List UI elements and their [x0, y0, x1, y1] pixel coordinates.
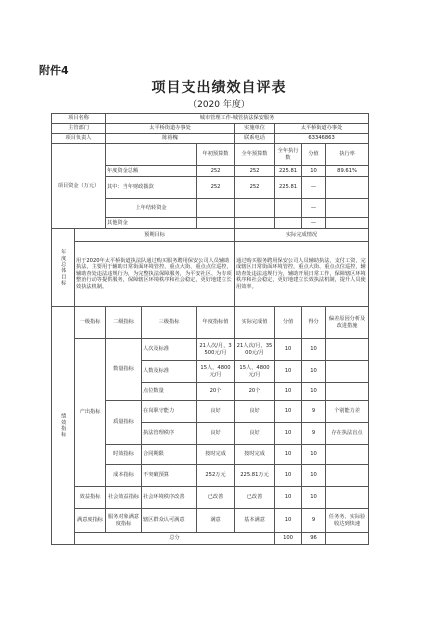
indicator-got: 10 — [302, 445, 326, 465]
indicator-target: 252万元 — [197, 465, 235, 487]
indicator-note — [326, 383, 369, 401]
indicator-score: 10 — [275, 339, 302, 361]
indicator-got: 9 — [302, 423, 326, 445]
indicator-got: 10 — [302, 487, 326, 509]
funds-cell: — — [302, 177, 326, 199]
indicator-target: 良好 — [197, 401, 235, 423]
indicator-note — [326, 445, 369, 465]
indicator-got: 10 — [302, 383, 326, 401]
funds-cell: 252 — [197, 177, 235, 199]
indicator-actual: 15人，4800元/月 — [235, 361, 275, 383]
planned-goal-header: 预期目标 — [75, 229, 235, 242]
indicator-target: 15人，4800元/月 — [197, 361, 235, 383]
indicator-note — [326, 361, 369, 383]
goals-row — [52, 242, 369, 307]
row-owner — [52, 134, 369, 144]
indicator-header: 分值 — [275, 307, 302, 339]
actual-goal-header: 实际完成情况 — [235, 229, 369, 242]
funds-row-label: 其中：当年财政拨款 — [106, 177, 197, 199]
evaluation-table — [51, 113, 369, 545]
indicator-actual: 已改善 — [235, 487, 275, 509]
total-label: 总分 — [75, 533, 275, 545]
funds-row-label: 其他资金 — [106, 218, 197, 229]
indicator-actual: 良好 — [235, 401, 275, 423]
year-label: （2020 年度） — [188, 100, 250, 110]
indicator-score: 10 — [275, 465, 302, 487]
funds-row-label: 上年结转资金 — [106, 199, 197, 218]
funds-cell — [197, 199, 235, 218]
indicator-name: 在岗职守能力 — [142, 401, 197, 423]
funds-cell — [235, 218, 275, 229]
level1-output: 产出指标 — [75, 339, 106, 487]
indicator-score: 10 — [275, 423, 302, 445]
funds-cell: 252 — [235, 177, 275, 199]
level2-quantity: 数量指标 — [106, 339, 142, 401]
owner-value: 陈裕槐 — [106, 134, 235, 144]
funds-cell — [326, 199, 369, 218]
indicator-score: 10 — [275, 445, 302, 465]
impl-value: 太平桥街道办事处 — [275, 124, 369, 134]
level2-social: 社会效益指标 — [106, 487, 142, 509]
indicator-target: 21人次/月，3500元/月 — [197, 339, 235, 361]
indicator-actual: 21人次/月，3500元/月 — [235, 339, 275, 361]
indicator-note: 个别能力差 — [326, 401, 369, 423]
level1-benefit: 效益指标 — [75, 487, 106, 509]
indicator-got: 10 — [302, 465, 326, 487]
goals-header-row — [52, 229, 369, 242]
total-row — [52, 533, 369, 545]
funds-corner — [106, 144, 197, 166]
indicator-name: 辖区群众认可满意 — [142, 509, 197, 533]
indicator-target: 20个 — [197, 383, 235, 401]
funds-cell: 89.61% — [326, 166, 369, 177]
funds-header: 分值 — [302, 144, 326, 166]
indicator-name: 点位数量 — [142, 383, 197, 401]
indicator-name: 人次及标准 — [142, 339, 197, 361]
indicator-actual: 良好 — [235, 423, 275, 445]
phone-value: 63346863 — [275, 134, 369, 144]
funds-cell — [275, 218, 302, 229]
level2-service: 服务对象满意度指标 — [106, 509, 142, 533]
total-note — [326, 533, 369, 545]
funds-cell: — — [302, 199, 326, 218]
impl-label: 实施单位 — [235, 124, 275, 134]
funds-header: 全年预算数 — [235, 144, 275, 166]
funds-section-label: 项目资金（万元） — [52, 144, 106, 229]
indicator-got: 9 — [302, 509, 326, 533]
level2-quality: 质量指标 — [106, 401, 142, 445]
row-department — [52, 124, 369, 134]
indicator-name: 社会环境秩序改善 — [142, 487, 197, 509]
indicator-note: 存在执法盲点 — [326, 423, 369, 445]
indicator-note: 任务务、实际验收达到快速 — [326, 509, 369, 533]
funds-header: 年初预算数 — [197, 144, 235, 166]
phone-label: 联系电话 — [235, 134, 275, 144]
indicator-name: 执法管理秩序 — [142, 423, 197, 445]
funds-cell: 252 — [235, 166, 275, 177]
indicator-note — [326, 487, 369, 509]
project-name-label: 项目名称 — [52, 114, 106, 124]
indicators-header-row — [52, 307, 369, 339]
indicator-actual: 基本满意 — [235, 509, 275, 533]
indicator-actual: 按时完成 — [235, 445, 275, 465]
funds-cell — [235, 199, 275, 218]
indicator-row — [52, 487, 369, 509]
indicator-note — [326, 339, 369, 361]
indicators-section-label: 绩效指标 — [52, 307, 75, 545]
goals-section-label: 年度总体目标 — [52, 229, 75, 307]
funds-header-row — [52, 144, 369, 166]
indicator-score: 10 — [275, 487, 302, 509]
funds-header: 全年执行数 — [275, 144, 302, 166]
indicator-target: 良好 — [197, 423, 235, 445]
indicator-name: 人数及标准 — [142, 361, 197, 383]
funds-cell: — — [302, 218, 326, 229]
indicator-header: 得分 — [302, 307, 326, 339]
funds-cell: 225.81 — [275, 177, 302, 199]
indicator-header: 年度指标值 — [197, 307, 235, 339]
indicator-note — [326, 465, 369, 487]
indicator-score: 10 — [275, 361, 302, 383]
indicator-score: 10 — [275, 383, 302, 401]
funds-cell — [326, 218, 369, 229]
indicator-target: 按时完成 — [197, 445, 235, 465]
indicator-got: 10 — [302, 361, 326, 383]
indicator-header: 实际完成值 — [235, 307, 275, 339]
indicator-score: 10 — [275, 401, 302, 423]
funds-header: 执行率 — [326, 144, 369, 166]
attachment-label: 附件4 — [39, 64, 69, 77]
indicator-actual: 225.81万元 — [235, 465, 275, 487]
level1-satisfaction: 满意度指标 — [75, 509, 106, 533]
indicator-got: 9 — [302, 401, 326, 423]
indicator-header: 二级指标 — [106, 307, 142, 339]
project-name-value: 城市管理工作-城管执法保安服务 — [106, 114, 369, 124]
total-got: 96 — [302, 533, 326, 545]
indicator-got: 10 — [302, 339, 326, 361]
dept-label: 主管部门 — [52, 124, 106, 134]
total-score: 100 — [275, 533, 302, 545]
indicator-name: 合同期限 — [142, 445, 197, 465]
indicator-target: 满意 — [197, 509, 235, 533]
funds-cell — [275, 199, 302, 218]
actual-goal-text: 通过购买服务聘用保安公司人员辅助执法，支付工资，完成辖区日常街面环境管控，重点大街、重点点位巡控，辅助查处违法违规行为，辅助开展日常工作，保障辖区环境秩序和社会稳定，更好地建立长效执法机制，提升人员使用效率。 — [235, 242, 369, 307]
planned-goal-text: 用于2020年太平桥街道执法队通过购买服务聘用保安公司人员辅助执法，主要用于辅助日常街面环境管控，重点大街、重点点位巡控，辅助查处违法违规行为，为完整执法保障服务，为平安社区、为专项整治行动等提供服务，保障辖区环境秩序和社会稳定，更好地建立长效执法机制。 — [75, 242, 235, 307]
dept-value: 太平桥街道办事处 — [106, 124, 235, 134]
row-project-name — [52, 114, 369, 124]
indicator-target: 已改善 — [197, 487, 235, 509]
indicator-row — [52, 509, 369, 533]
funds-row-label: 年度资金总额 — [106, 166, 197, 177]
funds-cell: 10 — [302, 166, 326, 177]
funds-cell — [197, 218, 235, 229]
indicator-header: 一级指标 — [75, 307, 106, 339]
indicator-actual: 20个 — [235, 383, 275, 401]
indicator-header: 三级指标 — [142, 307, 197, 339]
indicator-score: 10 — [275, 509, 302, 533]
indicator-name: 不突破预算 — [142, 465, 197, 487]
funds-cell: 225.81 — [275, 166, 302, 177]
indicator-row — [52, 339, 369, 361]
level2-timeliness: 时效指标 — [106, 445, 142, 465]
funds-cell: 252 — [197, 166, 235, 177]
owner-label: 项目负责人 — [52, 134, 106, 144]
page-title: 项目支出绩效自评表 — [151, 80, 287, 96]
indicator-header: 偏差原因分析及改进措施 — [326, 307, 369, 339]
funds-cell — [326, 177, 369, 199]
level2-cost: 成本指标 — [106, 465, 142, 487]
